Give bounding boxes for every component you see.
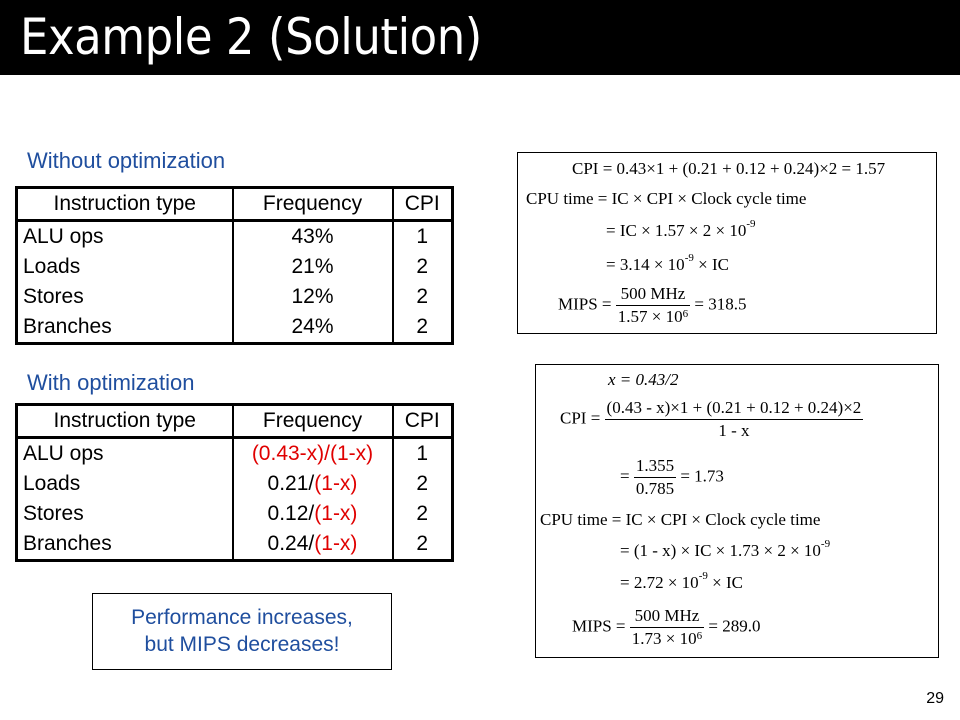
frequency-cell: 43% [233,221,393,253]
frequency-cell [233,499,393,529]
conclusion-callout [92,593,392,670]
cpi-formula: CPI = $\frac{(0.43 - x)\times 1 + (0.21 + 0.12 + 0.24)\times 2}{1 - x}$ [560,398,862,440]
column-header: Frequency [233,405,393,438]
cpu-time-step-2: = IC × $1.57 \times 2 \times 10^{-9}$ [606,218,756,240]
frequency-expression: (0.43-x)/(1-x) [251,442,374,465]
cpi-cell: 2 [393,282,453,312]
title-bar [0,0,960,75]
cpi-formula: CPI = 0.43×1 + (0.21 + 0.12 + 0.24)×2 = 1.57 [572,159,886,178]
instruction-type-cell: Branches [23,532,112,555]
frequency-cell: 24% [233,312,393,344]
frequency-expression: (1-x) [314,532,358,555]
table-row [17,282,453,312]
frequency-cell [233,529,393,561]
table-row [17,499,453,529]
table-header-row [17,405,453,438]
cpu-time-step-2: = (1 - x) × IC × $1.73 \times 2 \times 10^{-9}$ [620,538,831,560]
table-row [17,438,453,470]
instruction-type-cell: ALU ops [23,442,104,465]
cpu-time-formula: CPU time = IC × CPI × Clock cycle time [540,510,821,529]
formula-box-with [535,364,939,658]
column-header: CPI [393,188,453,221]
table-row [17,529,453,561]
frequency-cell: 21% [233,252,393,282]
cpi-cell: 2 [393,252,453,282]
column-header: Instruction type [17,405,233,438]
frequency-table-with [15,403,454,562]
instruction-type-cell: Loads [23,255,81,278]
table-row [17,221,453,253]
cpi-cell: 2 [393,469,453,499]
frequency-cell: 12% [233,282,393,312]
table-row [17,252,453,282]
frequency-part: 0.24/ [267,532,315,555]
frequency-part: 0.12/ [267,502,315,525]
instruction-type-cell: ALU ops [23,225,104,248]
cpi-cell: 1 [393,221,453,253]
instruction-type-cell: Loads [23,472,81,495]
column-header: Instruction type [17,188,233,221]
mips-formula: MIPS = $\frac{\text{500 MHz}}{1.73 \times 10^6}$ = 289.0 [572,606,761,648]
cpi-cell: 1 [393,438,453,470]
frequency-table-without [15,186,454,345]
cpu-time-formula: CPU time = IC × CPI × Clock cycle time [526,189,807,208]
cpi-cell: 2 [393,499,453,529]
without-optimization-label: Without optimization [27,148,226,173]
instruction-type-cell: Branches [23,315,112,338]
column-header: Frequency [233,188,393,221]
frequency-cell [233,469,393,499]
page-number: 29 [926,690,944,707]
instruction-type-cell: Stores [23,285,84,308]
formula-box-without [517,152,937,334]
frequency-cell [233,438,393,470]
callout-line-2: but MIPS decreases! [144,633,340,656]
cpu-time-step-3: = $3.14 \times 10^{-9}$ × IC [606,252,729,274]
callout-line-1: Performance increases, [131,606,353,629]
cpi-cell: 2 [393,312,453,344]
mips-formula: MIPS = $\frac{\text{500 MHz}}{1.57 \times 10^6}$ = 318.5 [558,284,747,326]
frequency-part: 0.21/ [267,472,315,495]
frequency-expression: (1-x) [314,472,358,495]
x-definition: x = 0.43/2 [608,370,679,389]
table-header-row [17,188,453,221]
cpi-cell: 2 [393,529,453,561]
instruction-type-cell: Stores [23,502,84,525]
with-optimization-label: With optimization [27,370,195,395]
column-header: CPI [393,405,453,438]
table-row [17,469,453,499]
slide-title: Example 2 (Solution) [20,8,482,66]
cpi-result: = $\frac{1.355}{0.785}$ = 1.73 [620,456,724,498]
cpu-time-step-3: = $2.72 \times 10^{-9}$ × IC [620,570,743,592]
frequency-expression: (1-x) [314,502,358,525]
table-row [17,312,453,344]
